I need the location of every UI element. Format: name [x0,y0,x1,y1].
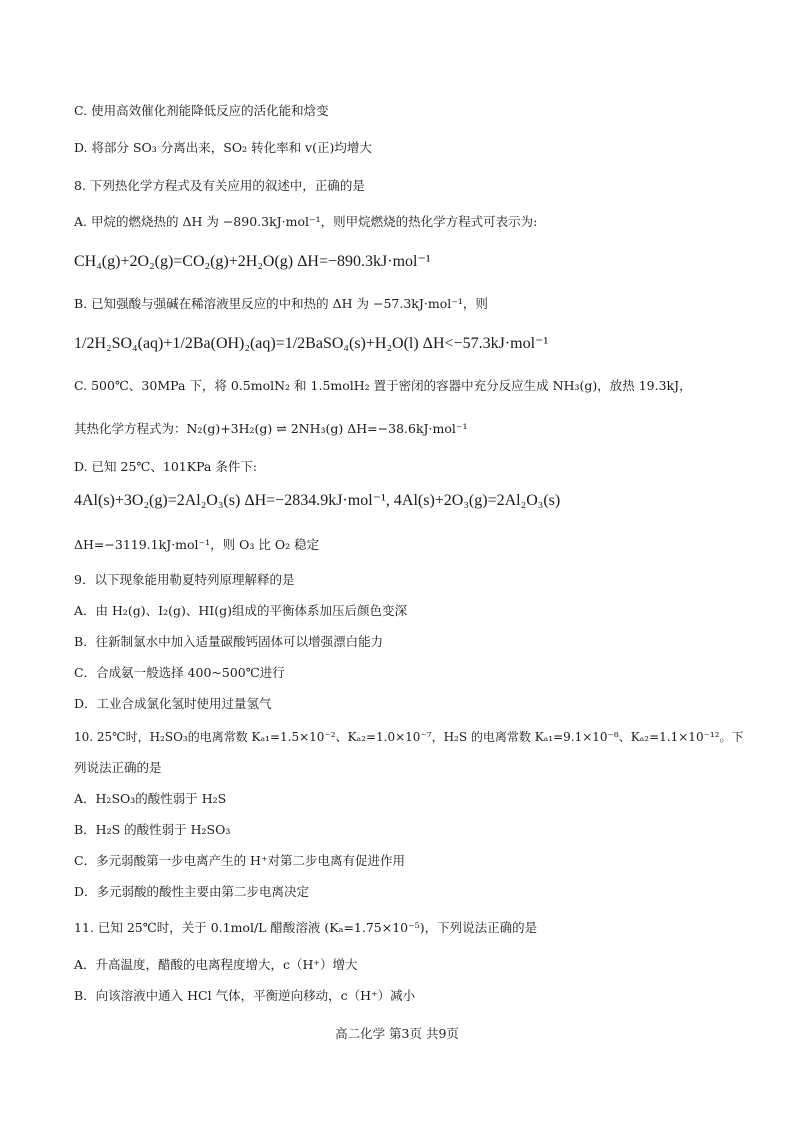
q10-option-c: C．多元弱酸第一步电离产生的 H⁺对第二步电离有促进作用 [74,853,406,868]
option-c-catalyst: C. 使用高效催化剂能降低反应的活化能和焓变 [74,103,329,118]
question-11-stem: 11. 已知 25℃时，关于 0.1mol/L 醋酸溶液 (Kₐ=1.75×10⁻⁵)，下列说法正确的是 [74,920,538,935]
q8-option-d-conclusion: ΔH=−3119.1kJ·mol⁻¹，则 O₃ 比 O₂ 稳定 [74,537,320,552]
q10-option-d: D．多元弱酸的酸性主要由第二步电离决定 [74,884,310,899]
q9-option-c: C．合成氨一般选择 400~500℃进行 [74,665,285,680]
q8-equation-aluminum: 4Al(s)+3O₂(g)=2Al₂O₃(s) ΔH=−2834.9kJ·mol⁻¹, 4Al(s)+2O₃(g)=2Al₂O₃(s) [74,492,561,509]
page-footer: 高二化学 第3页 共9页 [335,1026,459,1041]
question-8-stem: 8. 下列热化学方程式及有关应用的叙述中，正确的是 [74,178,365,193]
q10-option-b: B．H₂S 的酸性弱于 H₂SO₃ [74,822,231,837]
q8-option-c: C. 500℃、30MPa 下，将 0.5molN₂ 和 1.5molH₂ 置于密闭的容器中充分反应生成 NH₃(g)，放热 19.3kJ， [74,378,692,393]
q8-equation-methane: CH₄(g)+2O₂(g)=CO₂(g)+2H₂O(g) ΔH=−890.3kJ·mol⁻¹ [74,253,431,270]
question-10-stem: 10. 25℃时，H₂SO₃的电离常数 Kₐ₁=1.5×10⁻²、Kₐ₂=1.0×10⁻⁷，H₂S 的电离常数 Kₐ₁=9.1×10⁻⁸、Kₐ₂=1.1×10⁻¹²。下 [74,730,744,744]
q8-option-a: A. 甲烷的燃烧热的 ΔH 为 −890.3kJ·mol⁻¹，则甲烷燃烧的热化学方程式可表示为: [74,214,538,229]
q8-option-b: B. 已知强酸与强碱在稀溶液里反应的中和热的 ΔH 为 −57.3kJ·mol⁻¹，则 [74,296,488,311]
q9-option-b: B．往新制氯水中加入适量碳酸钙固体可以增强漂白能力 [74,634,384,649]
q8-equation-ammonia: 其热化学方程式为：N₂(g)+3H₂(g) ⇌ 2NH₃(g) ΔH=−38.6kJ·mol⁻¹ [74,421,468,436]
question-9-stem: 9．以下现象能用勒夏特列原理解释的是 [74,572,295,587]
q11-option-a: A．升高温度，醋酸的电离程度增大，c（H⁺）增大 [74,957,358,972]
q9-option-d: D．工业合成氯化氢时使用过量氢气 [74,696,272,711]
q10-option-a: A．H₂SO₃的酸性弱于 H₂S [74,791,227,806]
option-d-so3-separation: D. 将部分 SO₃ 分离出来，SO₂ 转化率和 v(正)均增大 [74,140,372,155]
question-10-stem-continued: 列说法正确的是 [74,760,162,775]
q9-option-a: A．由 H₂(g)、I₂(g)、HI(g)组成的平衡体系加压后颜色变深 [74,603,407,618]
q8-option-d: D. 已知 25℃、101KPa 条件下: [74,459,258,474]
q8-equation-neutralization: 1/2H₂SO₄(aq)+1/2Ba(OH)₂(aq)=1/2BaSO₄(s)+H₂O(l) ΔH<−57.3kJ·mol⁻¹ [74,335,549,352]
q11-option-b: B．向该溶液中通入 HCl 气体，平衡逆向移动，c（H⁺）减小 [74,988,416,1003]
